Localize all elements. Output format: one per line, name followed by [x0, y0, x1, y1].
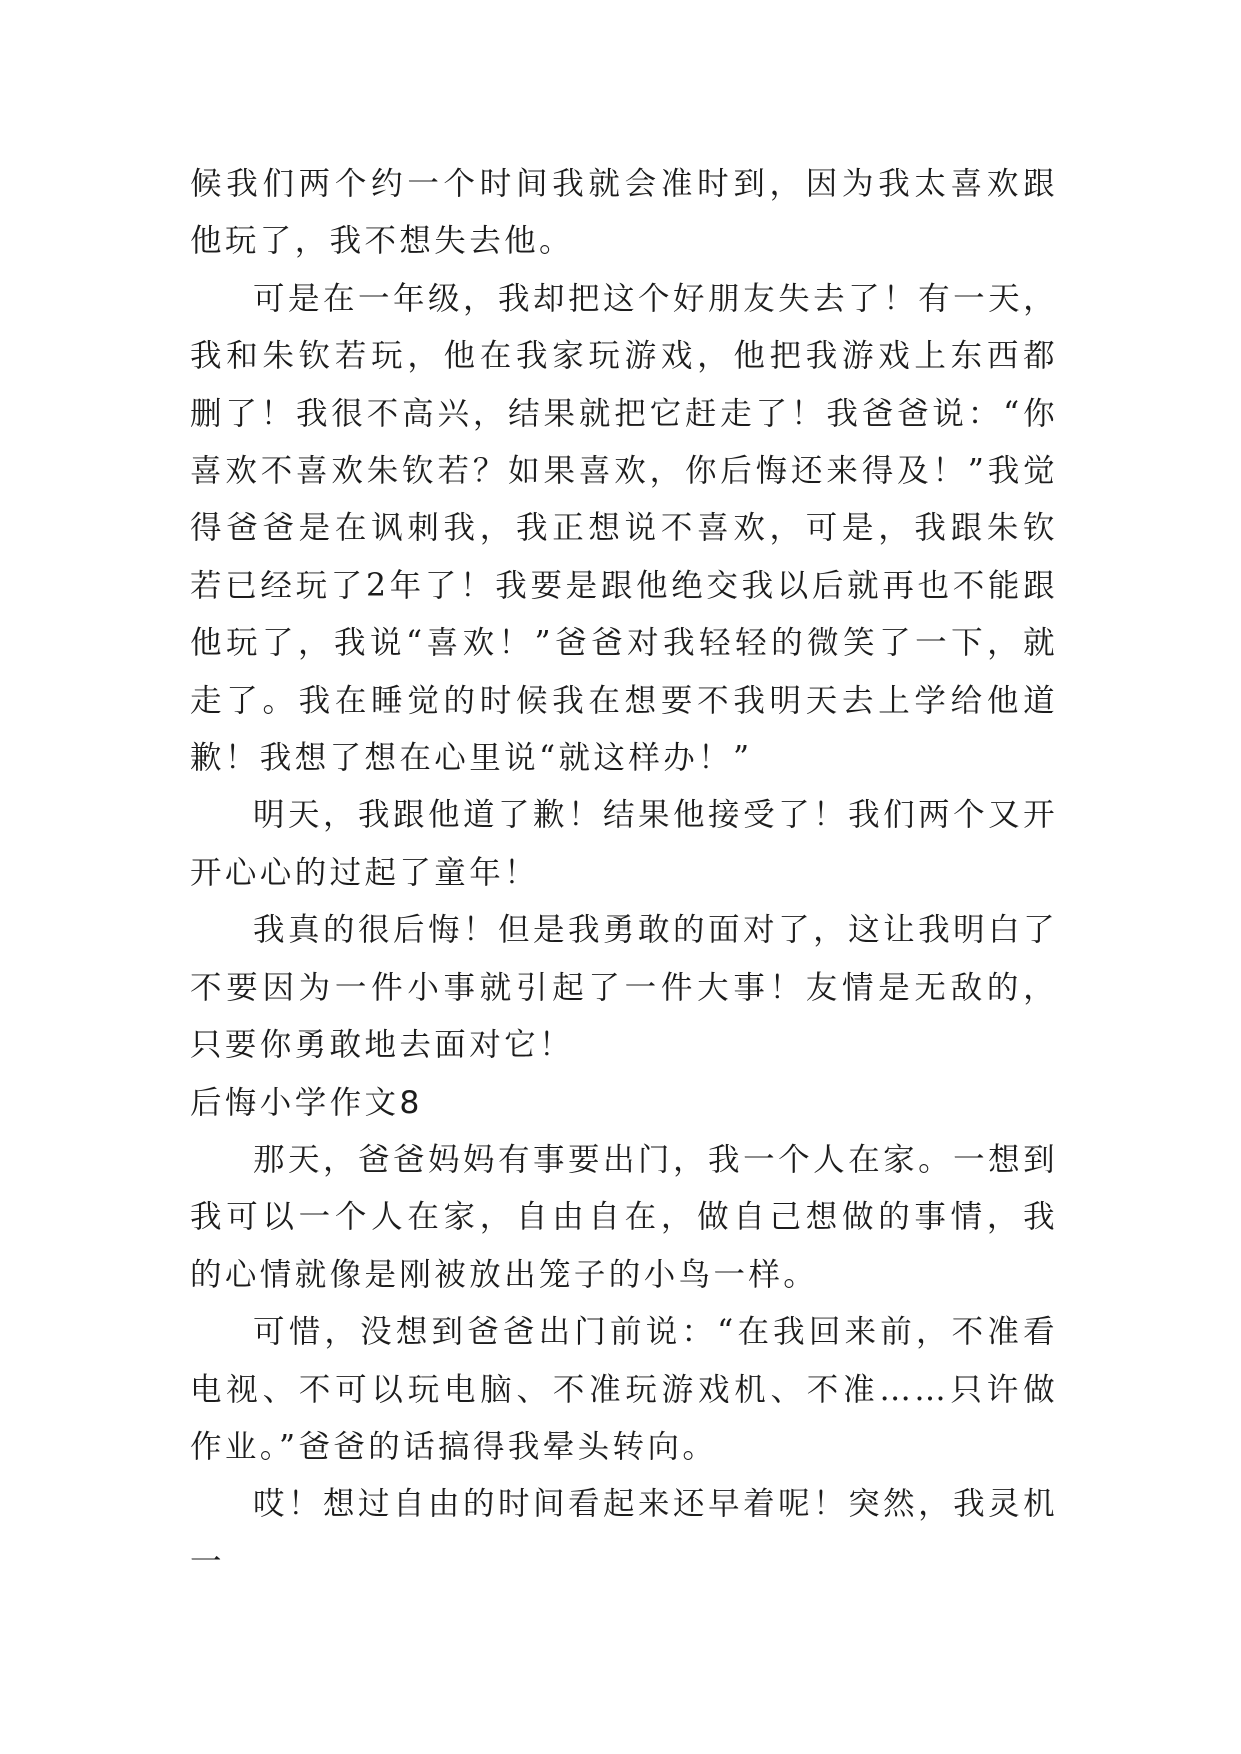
paragraph-lesson: 我真的很后悔！但是我勇敢的面对了，这让我明白了不要因为一件小事就引起了一件大事！友情是无敌的，只要你勇敢地去面对它！	[190, 912, 1058, 1064]
paragraph-home-alone: 那天，爸爸妈妈有事要出门，我一个人在家。一想到我可以一个人在家，自由自在，做自己想做的事情，我的心情就像是刚被放出笼子的小鸟一样。	[190, 1141, 1058, 1293]
essay-heading: 后悔小学作文8	[190, 1084, 423, 1121]
paragraph-losing-friend: 可是在一年级，我却把这个好朋友失去了！有一天，我和朱钦若玩，他在我家玩游戏，他把我游戏上东西都删了！我很不高兴，结果就把它赶走了！我爸爸说：“你喜欢不喜欢朱钦若？如果喜欢，你后悔还来得及！”我觉得爸爸是在讽刺我，我正想说不喜欢，可是，我跟朱钦若已经玩了2年了！我要是跟他绝交我以后就再也不能跟他玩了，我说“喜欢！”爸爸对我轻轻的微笑了一下，就走了。我在睡觉的时候我在想要不我明天去上学给他道歉！我想了想在心里说“就这样办！”	[190, 280, 1058, 777]
paragraph-continuation: 候我们两个约一个时间我就会准时到，因为我太喜欢跟他玩了，我不想失去他。	[190, 166, 1058, 260]
document-body	[190, 156, 1058, 1591]
paragraph-father-rules: 可惜，没想到爸爸出门前说：“在我回来前，不准看电视、不可以玩电脑、不准玩游戏机、不准……只许做作业。”爸爸的话搞得我晕头转向。	[190, 1314, 1058, 1465]
paragraph-apology: 明天，我跟他道了歉！结果他接受了！我们两个又开开心心的过起了童年！	[190, 797, 1058, 891]
paragraph-sigh: 哎！想过自由的时间看起来还早着呢！突然，我灵机一	[190, 1486, 1058, 1580]
